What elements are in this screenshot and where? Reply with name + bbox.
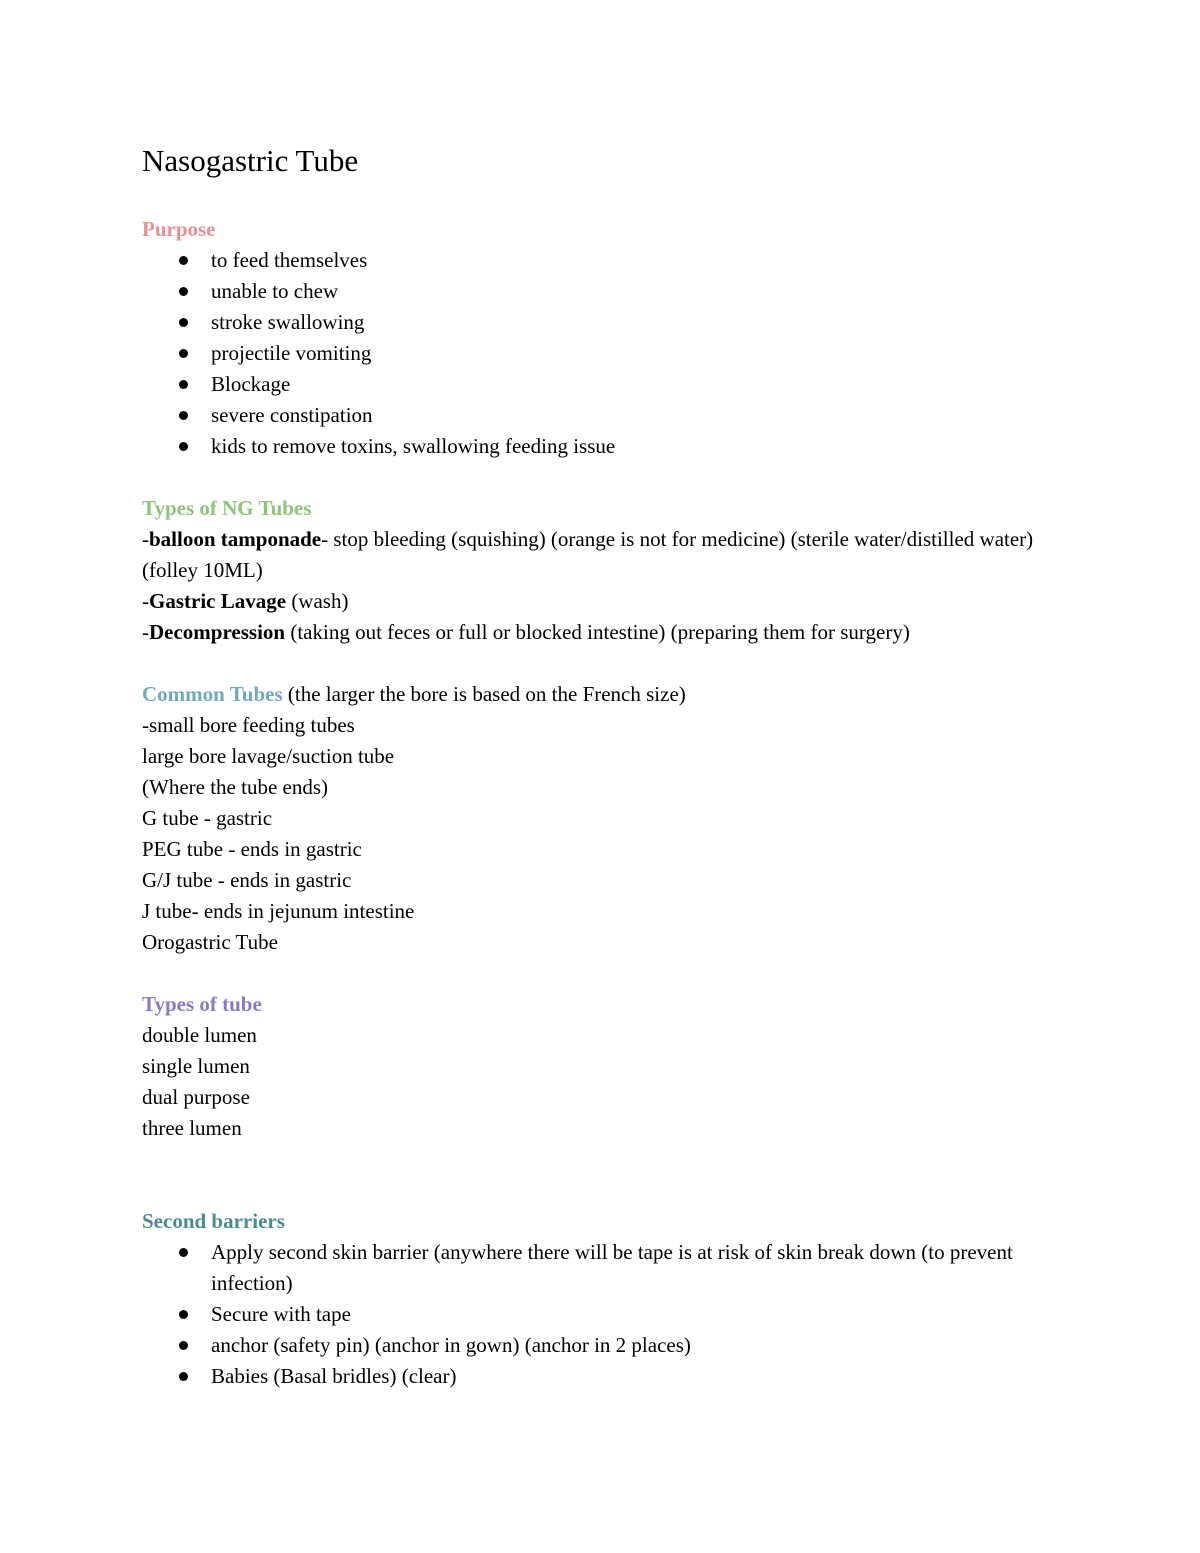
bullet-icon (179, 349, 188, 358)
list-item: Apply second skin barrier (anywhere there will be tape is at risk of skin break down (to prevent infection) (142, 1237, 1062, 1299)
spacer (142, 648, 1062, 679)
purpose-heading: Purpose (142, 217, 216, 241)
bullet-icon (179, 1248, 188, 1257)
list-item: Babies (Basal bridles) (clear) (142, 1361, 1062, 1392)
types-ng-heading: Types of NG Tubes (142, 496, 312, 520)
text-line: PEG tube - ends in gastric (142, 837, 362, 861)
text-line: J tube- ends in jejunum intestine (142, 899, 415, 923)
bullet-icon (179, 256, 188, 265)
term-label: Gastric Lavage (149, 589, 287, 613)
list-item: kids to remove toxins, swallowing feeding issue (142, 431, 1062, 462)
spacer (142, 1144, 1062, 1206)
term-label: Decompression (149, 620, 286, 644)
ng-entry-decompression: -Decompression (taking out feces or full or blocked intestine) (preparing them for surgery) (142, 620, 910, 644)
bullet-icon (179, 1310, 188, 1319)
document-page (142, 138, 1062, 1392)
purpose-list (142, 245, 1062, 462)
types-ng-section (142, 493, 1062, 648)
document-title: Nasogastric Tube (142, 143, 359, 178)
list-item: anchor (safety pin) (anchor in gown) (anchor in 2 places) (142, 1330, 1062, 1361)
ng-entry-balloon: -balloon tamponade- stop bleeding (squishing) (orange is not for medicine) (sterile water/distilled water) (folley 10ML) (142, 527, 1034, 582)
text-line: G tube - gastric (142, 806, 273, 830)
bullet-icon (179, 318, 188, 327)
types-of-tube-section (142, 989, 1062, 1144)
purpose-section (142, 214, 1062, 462)
common-tubes-note: (the larger the bore is based on the French size) (282, 682, 686, 706)
list-item: Secure with tape (142, 1299, 1062, 1330)
types-of-tube-heading: Types of tube (142, 992, 262, 1016)
bullet-icon (179, 287, 188, 296)
bullet-icon (179, 1341, 188, 1350)
bullet-icon (179, 411, 188, 420)
bullet-icon (179, 442, 188, 451)
text-line: (Where the tube ends) (142, 775, 328, 799)
text-line: G/J tube - ends in gastric (142, 868, 352, 892)
list-item: projectile vomiting (142, 338, 1062, 369)
text-line: large bore lavage/suction tube (142, 744, 395, 768)
bullet-icon (179, 1372, 188, 1381)
second-barriers-section (142, 1206, 1062, 1392)
list-item: severe constipation (142, 400, 1062, 431)
list-item: stroke swallowing (142, 307, 1062, 338)
spacer (142, 958, 1062, 989)
common-tubes-section (142, 679, 1062, 958)
list-item: unable to chew (142, 276, 1062, 307)
text-line: three lumen (142, 1116, 242, 1140)
text-line: double lumen (142, 1023, 257, 1047)
text-line: Orogastric Tube (142, 930, 278, 954)
list-item: to feed themselves (142, 245, 1062, 276)
common-tubes-heading-line (142, 679, 1062, 710)
common-tubes-heading: Common Tubes (142, 682, 283, 706)
list-item: Blockage (142, 369, 1062, 400)
bullet-icon (179, 380, 188, 389)
spacer (142, 462, 1062, 493)
text-line: dual purpose (142, 1085, 250, 1109)
second-barriers-heading: Second barriers (142, 1209, 285, 1233)
text-line: single lumen (142, 1054, 250, 1078)
text-line: -small bore feeding tubes (142, 713, 355, 737)
ng-entry-gastric-lavage: -Gastric Lavage (wash) (142, 589, 349, 613)
term-label: balloon tamponade (149, 527, 322, 551)
second-barriers-list (142, 1237, 1062, 1392)
